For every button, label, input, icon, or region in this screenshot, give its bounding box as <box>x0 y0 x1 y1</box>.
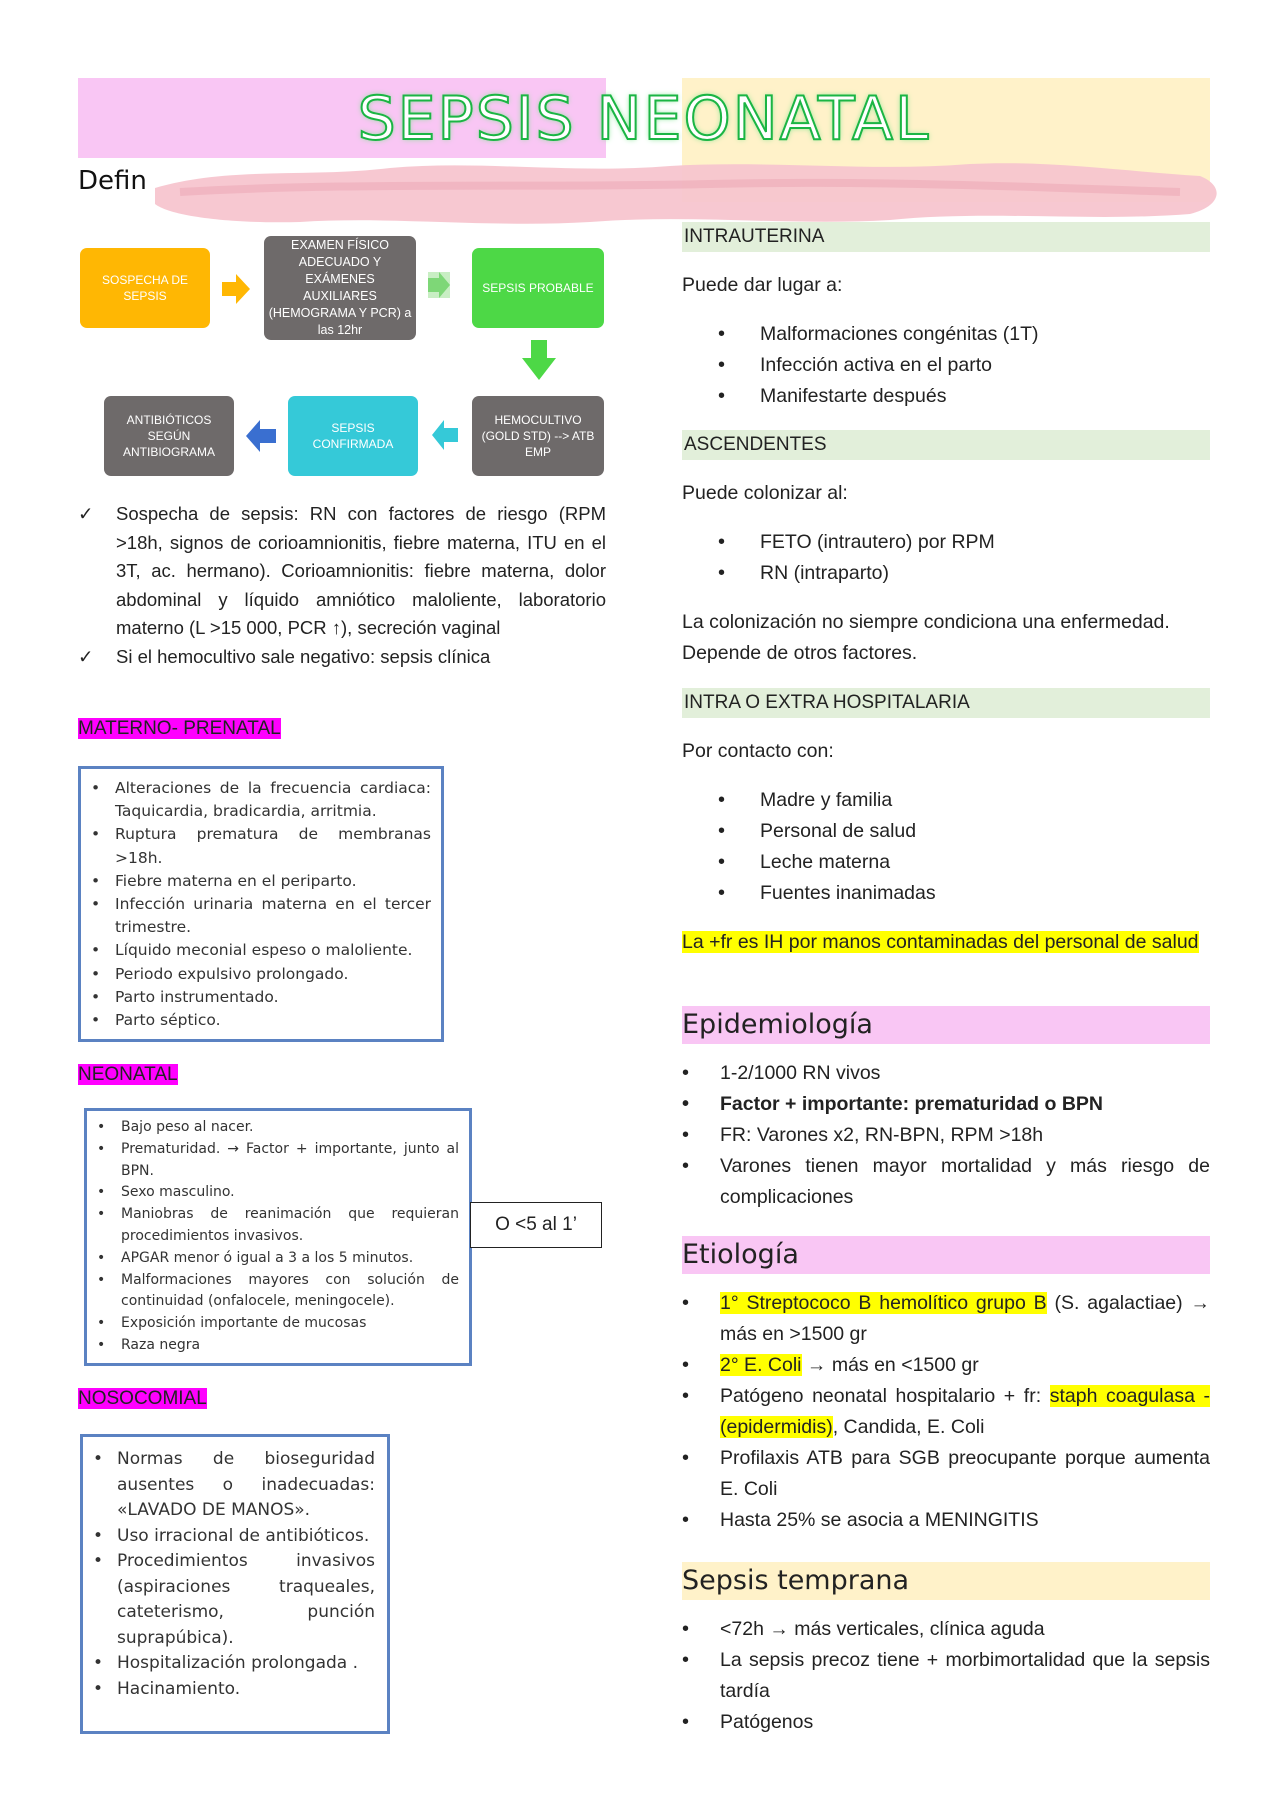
list-item: • Parto instrumentado. <box>91 987 279 1006</box>
etiologia-heading: Etiología <box>682 1236 1210 1274</box>
list-item: • Procedimientos invasivos (aspiraciones traqueales, cateterismo, punción suprapúbica). <box>93 1551 375 1648</box>
list-item: • APGAR menor ó igual a 3 a los 5 minutos. <box>97 1249 414 1266</box>
list-item: • Madre y familia <box>682 785 1210 816</box>
checklist <box>78 500 606 671</box>
list-item: • Manifestarte después <box>682 381 1210 412</box>
flow-probable: SEPSIS PROBABLE <box>472 248 604 328</box>
materno-label: MATERNO- PRENATAL <box>78 718 281 739</box>
list-item: • Bajo peso al nacer. <box>97 1119 254 1135</box>
list-item: • Sexo masculino. <box>97 1184 235 1201</box>
temprana-section <box>682 1562 1210 1738</box>
arrow-down-icon <box>522 340 556 380</box>
ascendentes-heading: ASCENDENTES <box>682 430 1210 460</box>
epidemiologia-heading: Epidemiología <box>682 1006 1210 1044</box>
materno-box <box>78 766 444 1042</box>
list-item: • Leche materna <box>682 847 1210 878</box>
check-icon: ✓ <box>78 645 94 667</box>
flow-confirmada: SEPSIS CONFIRMADA <box>288 396 418 476</box>
ascendentes-intro: Puede colonizar al: <box>682 482 848 504</box>
list-item: • Factor + importante: prematuridad o BPN <box>682 1089 1210 1120</box>
list-item: • Fiebre materna en el periparto. <box>91 871 357 890</box>
flow-examen: EXAMEN FÍSICO ADECUADO Y EXÁMENES AUXILIARES (HEMOGRAMA Y PCR) a las 12hr <box>264 236 416 340</box>
flow-connector-plus <box>428 272 450 298</box>
ascendentes-note: La colonización no siempre condiciona una enfermedad. Depende de otros factores. <box>682 611 1170 664</box>
list-item: • Hospitalización prolongada . <box>93 1653 359 1673</box>
list-item: • Hasta 25% se asocia a MENINGITIS <box>682 1505 1210 1536</box>
hospitalaria-heading: INTRA O EXTRA HOSPITALARIA <box>682 688 1210 718</box>
list-item: • Líquido meconial espeso o maloliente. <box>91 941 413 960</box>
list-item: • Alteraciones de la frecuencia cardiaca: Taquicardia, bradicardia, arritmia. <box>91 779 431 821</box>
page-title: SEPSIS NEONATAL <box>357 84 931 154</box>
list-item: • La sepsis precoz tiene + morbimortalidad que la sepsis tardía <box>682 1645 1210 1707</box>
list-item: • Ruptura prematura de membranas >18h. <box>91 825 431 867</box>
epidemiologia-section <box>682 1006 1210 1213</box>
list-item: • Infección activa en el parto <box>682 350 1210 381</box>
list-item: • Malformaciones congénitas (1T) <box>682 319 1210 350</box>
list-item: • Uso irracional de antibióticos. <box>93 1525 370 1546</box>
neonatal-label: NEONATAL <box>78 1064 178 1085</box>
list-item: • Infección urinaria materna en el tercer trimestre. <box>91 895 431 937</box>
check-icon: ✓ <box>78 503 94 524</box>
nosocomial-label: NOSOCOMIAL <box>78 1388 207 1409</box>
list-item: • Raza negra <box>97 1336 201 1353</box>
plus-arrow-icon <box>428 272 450 298</box>
list-item: • RN (intraparto) <box>682 558 1210 589</box>
hospitalaria-section <box>682 688 1210 958</box>
list-item: • Maniobras de reanimación que requieran procedimientos invasivos. <box>97 1206 459 1244</box>
arrow-right-icon <box>222 274 250 304</box>
check-item: ✓ Sospecha de sepsis: RN con factores de riesgo (RPM >18h, signos de corioamnionitis, fiebre materna, ITU en el 3T, ac. hermano). Corioamnionitis: fiebre materna, dolor abdominal y líquido amniótico maloliente, laboratorio materno (L >15 000, PCR ↑), secreción vaginal <box>78 500 606 643</box>
intrauterina-heading: INTRAUTERINA <box>682 222 1210 252</box>
list-item: • Personal de salud <box>682 816 1210 847</box>
list-item: • Normas de bioseguridad ausentes o inadecuadas: «LAVADO DE MANOS». <box>93 1449 375 1520</box>
arrow-left-icon <box>246 420 276 452</box>
etiologia-section <box>682 1236 1210 1536</box>
list-item: • 2° E. Coli → más en <1500 gr <box>682 1350 1210 1381</box>
list-item: • Periodo expulsivo prolongado. <box>91 964 349 983</box>
list-item: • Parto séptico. <box>91 1011 221 1030</box>
list-item: • Profilaxis ATB para SGB preocupante porque aumenta E. Coli <box>682 1443 1210 1505</box>
flow-hemocultivo: HEMOCULTIVO (GOLD STD) --> ATB EMP <box>472 396 604 476</box>
list-item: • Malformaciones mayores con solución de continuidad (onfalocele, meningocele). <box>97 1271 459 1310</box>
nosocomial-box <box>80 1434 390 1734</box>
list-item: • Patógeno neonatal hospitalario + fr: staph coagulasa - (epidermidis), Candida, E. Coli <box>682 1381 1210 1443</box>
list-item: • Patógenos <box>682 1707 1210 1738</box>
check-item: ✓ Si el hemocultivo sale negativo: sepsis clínica <box>78 643 606 672</box>
intrauterina-intro: Puede dar lugar a: <box>682 274 843 296</box>
definition-heading: Defin <box>78 166 147 196</box>
temprana-heading: Sepsis temprana <box>682 1562 1210 1600</box>
flow-sospecha: SOSPECHA DE SEPSIS <box>80 248 210 328</box>
list-item: • 1-2/1000 RN vivos <box>682 1058 1210 1089</box>
intrauterina-section <box>682 222 1210 412</box>
list-item: • Varones tienen mayor mortalidad y más riesgo de complicaciones <box>682 1151 1210 1213</box>
list-item: • Fuentes inanimadas <box>682 878 1210 909</box>
list-item: • Hacinamiento. <box>93 1678 241 1699</box>
list-item: • Prematuridad. → Factor + importante, junto al BPN. <box>97 1140 459 1179</box>
hospitalaria-highlight: La +fr es IH por manos contaminadas del personal de salud <box>682 931 1199 953</box>
flow-antibioticos: ANTIBIÓTICOS SEGÚN ANTIBIOGRAMA <box>104 396 234 476</box>
arrow-left-plus-icon <box>432 420 458 450</box>
list-item: • Exposición importante de mucosas <box>97 1315 367 1332</box>
ascendentes-section <box>682 430 1210 669</box>
neonatal-box <box>84 1108 472 1366</box>
hospitalaria-intro: Por contacto con: <box>682 740 834 762</box>
list-item: • <72h → más verticales, clínica aguda <box>682 1614 1210 1645</box>
list-item: • FETO (intrautero) por RPM <box>682 527 1210 558</box>
redaction-smear <box>150 158 1230 228</box>
list-item: • 1° Streptococo B hemolítico grupo B (S. agalactiae) → más en >1500 gr <box>682 1288 1210 1350</box>
list-item: • FR: Varones x2, RN-BPN, RPM >18h <box>682 1120 1210 1151</box>
apgar-note: O <5 al 1’ <box>470 1202 602 1248</box>
